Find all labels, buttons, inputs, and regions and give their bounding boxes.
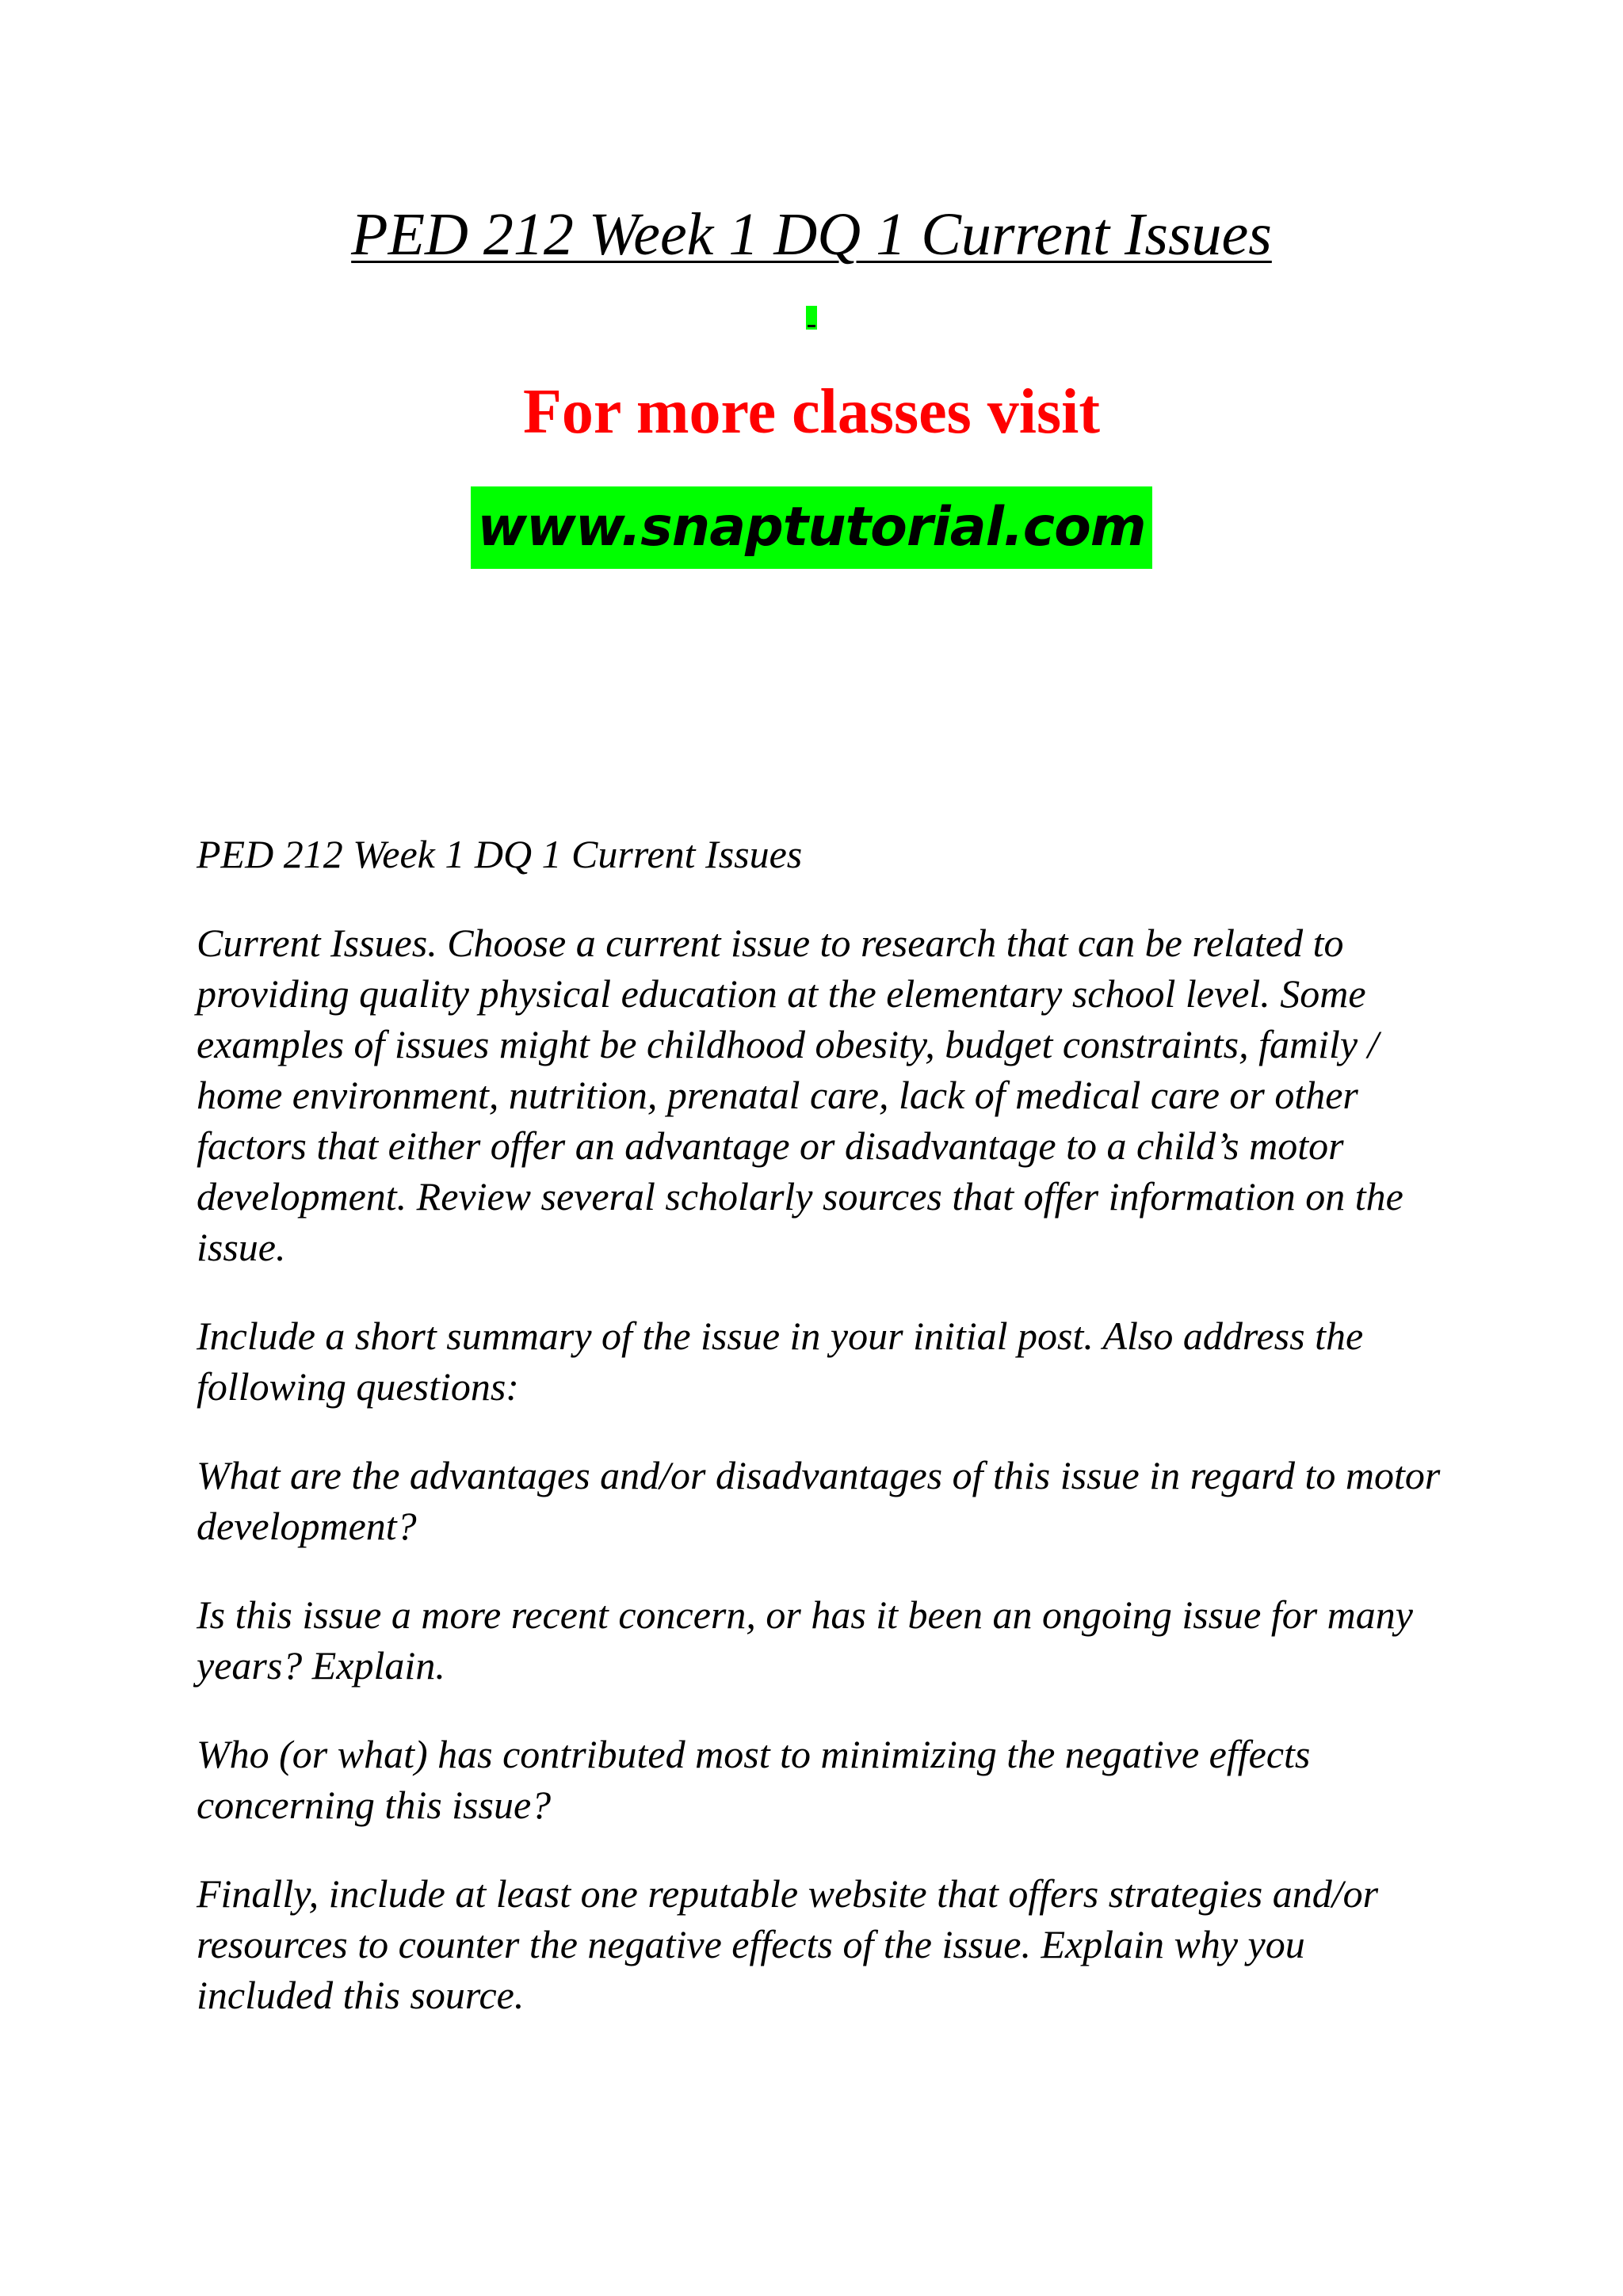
body-paragraph: Current Issues. Choose a current issue to research that can be related to providing quality physical education at the elementary school level. Some examples of issues might be childhood obesity, budget constraints, family / home environment, nutrition, prenatal care, lack of medical care or other factors that either offer an advantage or disadvantage to a child’s motor development. Review several scholarly sources that offer information on the issue. xyxy=(197,921,1403,1269)
body-paragraph: Include a short summary of the issue in your initial post. Also address the following questions: xyxy=(197,1314,1364,1409)
document-body xyxy=(197,829,1449,2058)
highlight-marker xyxy=(806,306,817,330)
promo-website-wrapper xyxy=(0,486,1623,569)
body-heading: PED 212 Week 1 DQ 1 Current Issues xyxy=(197,832,803,876)
promo-label: For more classes visit xyxy=(522,377,1100,447)
document-title: PED 212 Week 1 DQ 1 Current Issues xyxy=(351,201,1272,268)
body-paragraph: Is this issue a more recent concern, or has it been an ongoing issue for many years? Explain. xyxy=(197,1592,1413,1688)
body-paragraph: Who (or what) has contributed most to minimizing the negative effects concerning this issue? xyxy=(197,1732,1311,1827)
promo-website-link[interactable]: www.snaptutorial.com xyxy=(471,486,1151,569)
body-paragraph: What are the advantages and/or disadvantages of this issue in regard to motor development? xyxy=(197,1453,1441,1548)
body-paragraph: Finally, include at least one reputable website that offers strategies and/or resources to counter the negative effects of the issue. Explain why you included this source. xyxy=(197,1871,1379,2017)
